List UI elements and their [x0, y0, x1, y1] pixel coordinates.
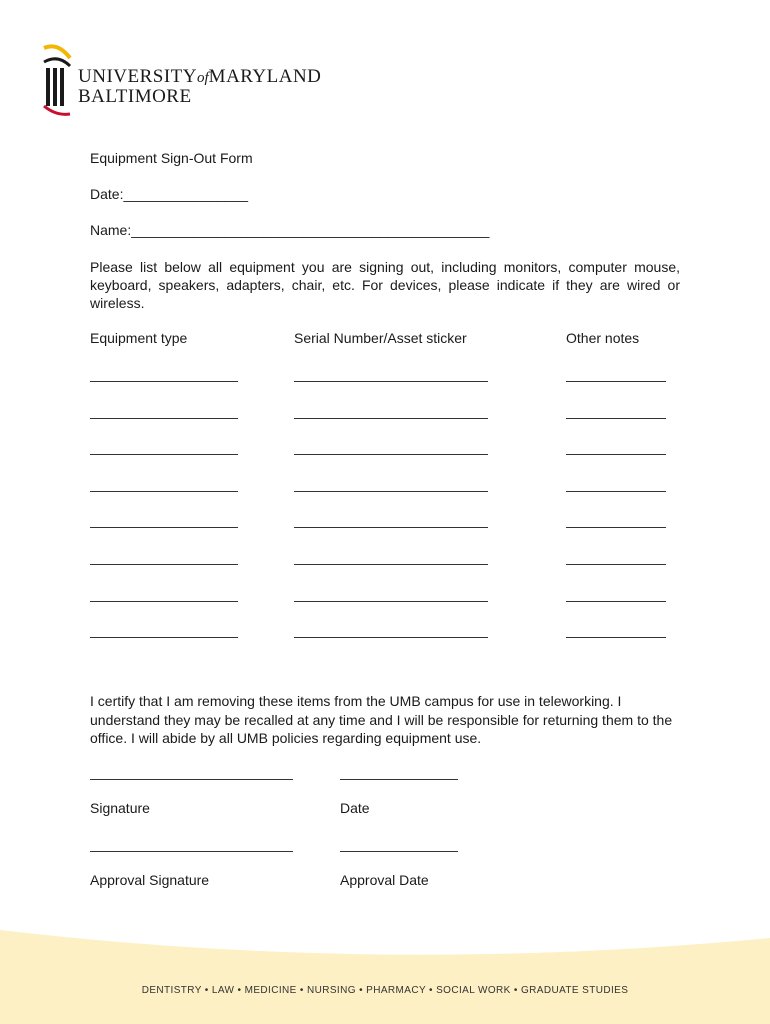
footer-wave	[0, 900, 770, 1024]
logo-bar-3	[60, 68, 64, 106]
logo-university-maryland: UNIVERSITYofMARYLAND	[78, 66, 322, 87]
column-header-serial-number: Serial Number/Asset sticker	[294, 330, 467, 346]
serial-number-field-row-4[interactable]	[294, 491, 488, 492]
equipment-type-field-row-6[interactable]	[90, 564, 238, 565]
date-line[interactable]	[340, 779, 458, 780]
column-header-equipment-type: Equipment type	[90, 330, 188, 346]
equipment-type-field-row-8[interactable]	[90, 637, 238, 638]
equipment-type-field-row-5[interactable]	[90, 527, 238, 528]
other-notes-field-row-1[interactable]	[566, 381, 666, 382]
signature-line[interactable]	[90, 779, 293, 780]
serial-number-field-row-5[interactable]	[294, 527, 488, 528]
column-header-other-notes: Other notes	[566, 330, 640, 346]
other-notes-field-row-8[interactable]	[566, 637, 666, 638]
equipment-type-field-row-2[interactable]	[90, 418, 238, 419]
other-notes-field-row-6[interactable]	[566, 564, 666, 565]
certification-paragraph: I certify that I am removing these items from the UMB campus for use in teleworking. I understand they may be recalled at any time and I will be responsible for returning them to the office. I will abide by all UMB policies regarding equipment use.	[90, 693, 673, 746]
footer-schools: DENTISTRY • LAW • MEDICINE • NURSING • PHARMACY • SOCIAL WORK • GRADUATE STUDIES	[141, 985, 629, 996]
form-title: Equipment Sign-Out Form	[90, 150, 253, 166]
logo-black-arc	[44, 59, 70, 66]
logo-gold-arc	[44, 46, 70, 58]
equipment-type-field-row-3[interactable]	[90, 454, 238, 455]
serial-number-field-row-7[interactable]	[294, 601, 488, 602]
logo-red-arc	[44, 106, 70, 114]
serial-number-field-row-6[interactable]	[294, 564, 488, 565]
other-notes-field-row-4[interactable]	[566, 491, 666, 492]
other-notes-field-row-3[interactable]	[566, 454, 666, 455]
other-notes-field-row-2[interactable]	[566, 418, 666, 419]
logo-bar-1	[46, 68, 50, 106]
other-notes-field-row-5[interactable]	[566, 527, 666, 528]
approval-signature-line[interactable]	[90, 851, 293, 852]
approval-date-line[interactable]	[340, 851, 458, 852]
equipment-type-field-row-4[interactable]	[90, 491, 238, 492]
serial-number-field-row-1[interactable]	[294, 381, 488, 382]
serial-number-field-row-2[interactable]	[294, 418, 488, 419]
logo-bar-2	[53, 68, 57, 106]
serial-number-field-row-8[interactable]	[294, 637, 488, 638]
approval-date-label: Approval Date	[340, 872, 429, 888]
date-label: Date	[340, 800, 370, 816]
name-field[interactable]: Name:______________________________________________	[90, 222, 490, 238]
signature-label: Signature	[90, 800, 150, 816]
serial-number-field-row-3[interactable]	[294, 454, 488, 455]
approval-signature-label: Approval Signature	[90, 872, 210, 888]
instructions-paragraph: Please list below all equipment you are signing out, including monitors, computer mouse, keyboard, speakers, adapters, chair, etc. For devices, please indicate if they are wired or wireless.	[90, 259, 680, 311]
logo-baltimore: BALTIMORE	[78, 86, 192, 107]
date-field[interactable]: Date:________________	[90, 186, 249, 202]
equipment-type-field-row-7[interactable]	[90, 601, 238, 602]
other-notes-field-row-7[interactable]	[566, 601, 666, 602]
equipment-type-field-row-1[interactable]	[90, 381, 238, 382]
